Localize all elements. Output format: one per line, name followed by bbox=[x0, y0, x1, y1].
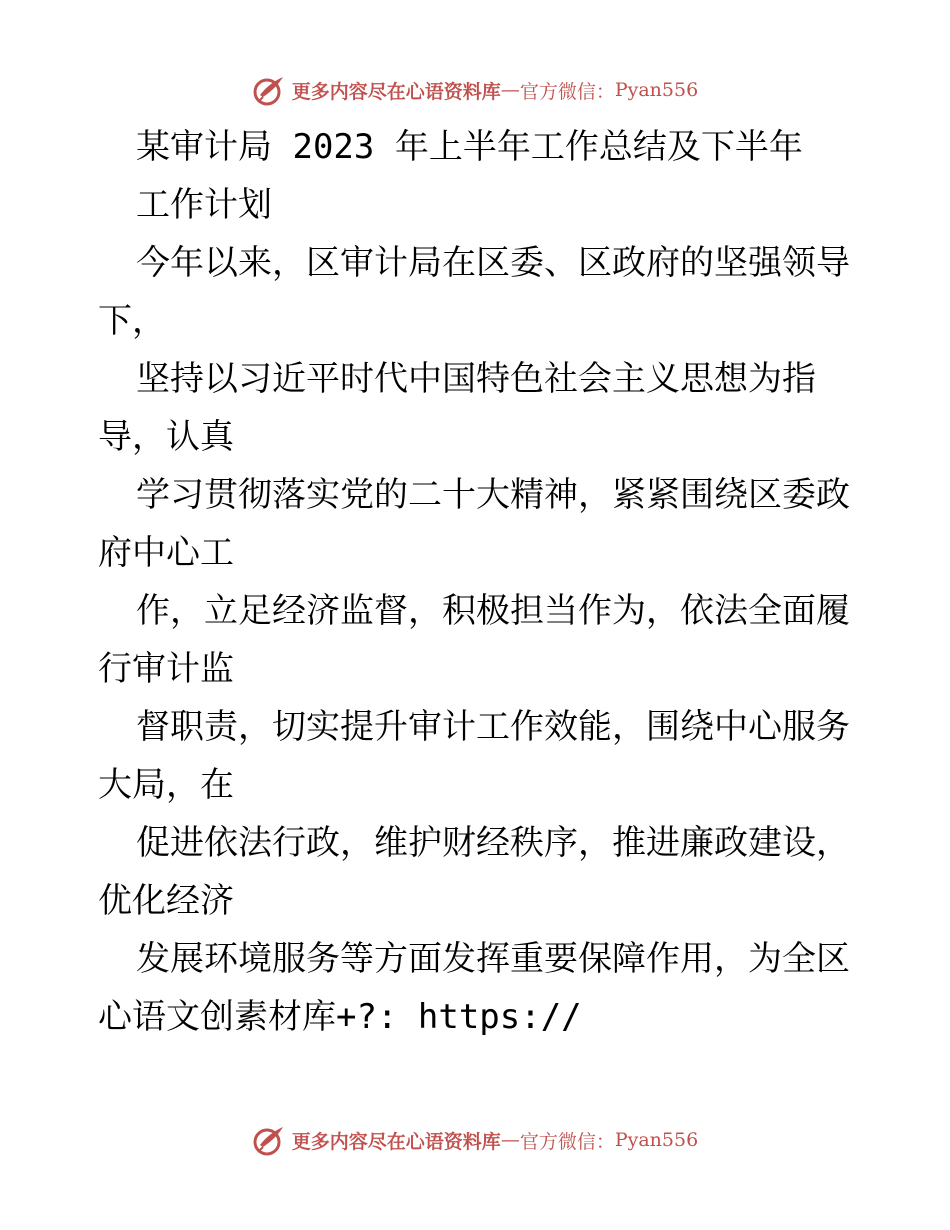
quill-logo-icon bbox=[252, 1123, 286, 1157]
paragraph-line: 今年以来，区审计局在区委、区政府的坚强领导 bbox=[136, 243, 850, 283]
banner-separator: — bbox=[500, 1129, 520, 1151]
banner-wechat-label: 官方微信： bbox=[519, 80, 615, 103]
paragraph-line: 府中心工 bbox=[98, 533, 234, 573]
banner-separator: — bbox=[500, 79, 520, 101]
document-body bbox=[98, 118, 868, 1046]
banner-wechat-label: 官方微信： bbox=[519, 1130, 615, 1153]
paragraph-line: 下， bbox=[98, 301, 166, 341]
paragraph-line: 作，立足经济监督，积极担当作为，依法全面履 bbox=[136, 591, 850, 631]
paragraph-line: 坚持以习近平时代中国特色社会主义思想为指 bbox=[136, 359, 816, 399]
banner-brand: 更多内容尽在心语资料库 bbox=[291, 80, 501, 103]
paragraph-line: 学习贯彻落实党的二十大精神，紧紧围绕区委政 bbox=[136, 475, 850, 515]
footer-watermark bbox=[0, 1120, 950, 1160]
document-title-line-1: 某审计局 2023 年上半年工作总结及下半年 bbox=[136, 127, 803, 167]
banner-wechat-id: Pyan556 bbox=[614, 1129, 699, 1151]
paragraph-line: 督职责，切实提升审计工作效能，围绕中心服务 bbox=[136, 707, 850, 747]
paragraph-line: 发展环境服务等方面发挥重要保障作用，为全区 bbox=[136, 939, 850, 979]
banner-brand: 更多内容尽在心语资料库 bbox=[291, 1130, 501, 1153]
paragraph-line: 促进依法行政，维护财经秩序，推进廉政建设， bbox=[136, 823, 850, 863]
document-title-line-2: 工作计划 bbox=[136, 185, 272, 225]
paragraph-line: 行审计监 bbox=[98, 649, 234, 689]
header-watermark bbox=[0, 70, 950, 110]
paragraph-line: 导，认真 bbox=[98, 417, 234, 457]
paragraph-line: 优化经济 bbox=[98, 881, 234, 921]
paragraph-line: 心语文创素材库+?: https:// bbox=[98, 997, 582, 1037]
paragraph-line: 大局，在 bbox=[98, 765, 234, 805]
quill-logo-icon bbox=[252, 73, 286, 107]
banner-wechat-id: Pyan556 bbox=[614, 79, 699, 101]
